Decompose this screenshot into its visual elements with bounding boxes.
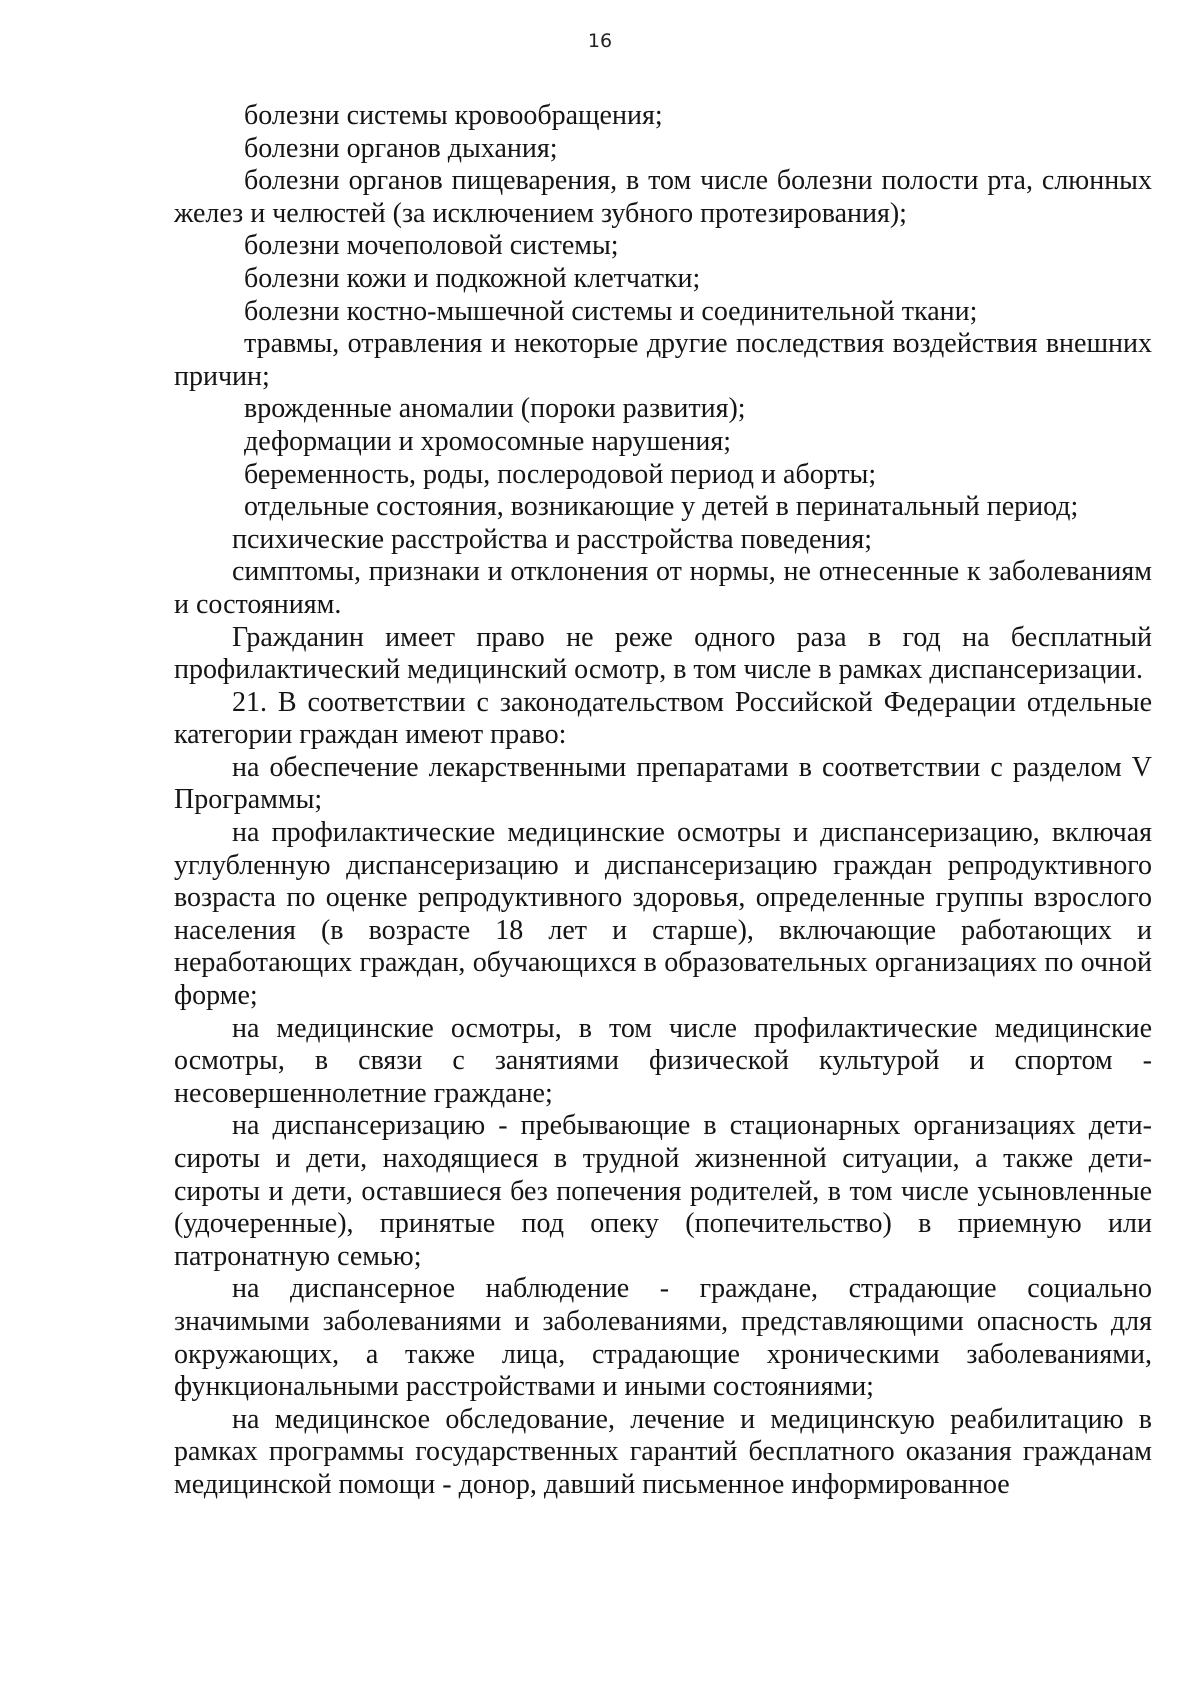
list-item-injuries: травмы, отравления и некоторые другие последствия воздействия внешних причин; bbox=[174, 328, 1152, 392]
list-item-skin: болезни кожи и подкожной клетчатки; bbox=[244, 262, 701, 294]
paragraph-donor: на медицинское обследование, лечение и медицинскую реабилитацию в рамках программы государственных гарантий бесплатного оказания гражданам медицинской помощи - донор, давший письменное информированное bbox=[174, 1403, 1152, 1500]
list-item-mental: психические расстройства и расстройства поведения; bbox=[232, 523, 872, 555]
paragraph-section-21: 21. В соответствии с законодательством Российской Федерации отдельные категории граждан имеют право: bbox=[174, 686, 1152, 751]
paragraph-dispensary-observation: на диспансерное наблюдение - граждане, страдающие социально значимыми заболеваниями и заболеваниями, представляющими опасность для окружающих, а также лица, страдающие хроническими заболеваниями, функциональными расстройствами и иными состояниями; bbox=[174, 1273, 1152, 1403]
list-item-pregnancy: беременность, роды, послеродовой период и аборты; bbox=[244, 458, 877, 490]
list-item-musculoskeletal: болезни костно-мышечной системы и соединительной ткани; bbox=[244, 295, 978, 327]
list-item-perinatal: отдельные состояния, возникающие у детей в перинатальный период; bbox=[244, 491, 1079, 523]
document-body bbox=[174, 100, 1152, 1502]
list-item-respiratory: болезни органов дыхания; bbox=[244, 132, 558, 164]
page-number: 16 bbox=[587, 30, 613, 52]
list-item-chromosomal: деформации и хромосомные нарушения; bbox=[244, 425, 732, 457]
paragraph-orphans: на диспансеризацию - пребывающие в стационарных организациях дети-сироты и дети, находящиеся в трудной жизненной ситуации, а также дети-сироты и дети, оставшиеся без попечения родителей, в том числе усыновленные (удочеренные), принятые под опеку (попечительство) в приемную или патронатную семью; bbox=[174, 1110, 1152, 1272]
list-item-symptoms: симптомы, признаки и отклонения от нормы, не отнесенные к заболеваниям и состояниям. bbox=[174, 556, 1152, 620]
paragraph-checkup-right: Гражданин имеет право не реже одного раза в год на бесплатный профилактический медицинский осмотр, в том числе в рамках диспансеризации. bbox=[174, 621, 1152, 686]
list-item-genitourinary: болезни мочеполовой системы; bbox=[244, 230, 619, 262]
paragraph-preventive-exams: на профилактические медицинские осмотры и диспансеризацию, включая углубленную диспансеризацию и диспансеризацию граждан репродуктивного возраста по оценке репродуктивного здоровья, определенные группы взрослого населения (в возрасте 18 лет и старше), включающие работающих и неработающих граждан, обучающихся в образовательных организациях по очной форме; bbox=[174, 817, 1152, 1012]
paragraph-medications: на обеспечение лекарственными препаратами в соответствии с разделом V Программы; bbox=[174, 751, 1152, 816]
paragraph-sports-exams: на медицинские осмотры, в том числе профилактические медицинские осмотры, в связи с занятиями физической культурой и спортом - несовершеннолетние граждане; bbox=[174, 1012, 1152, 1109]
list-item-congenital: врожденные аномалии (пороки развития); bbox=[244, 393, 746, 425]
list-item-digestive: болезни органов пищеварения, в том числе болезни полости рта, слюнных желез и челюстей (за исключением зубного протезирования); bbox=[174, 165, 1152, 229]
list-item-circulatory: болезни системы кровообращения; bbox=[244, 100, 663, 131]
